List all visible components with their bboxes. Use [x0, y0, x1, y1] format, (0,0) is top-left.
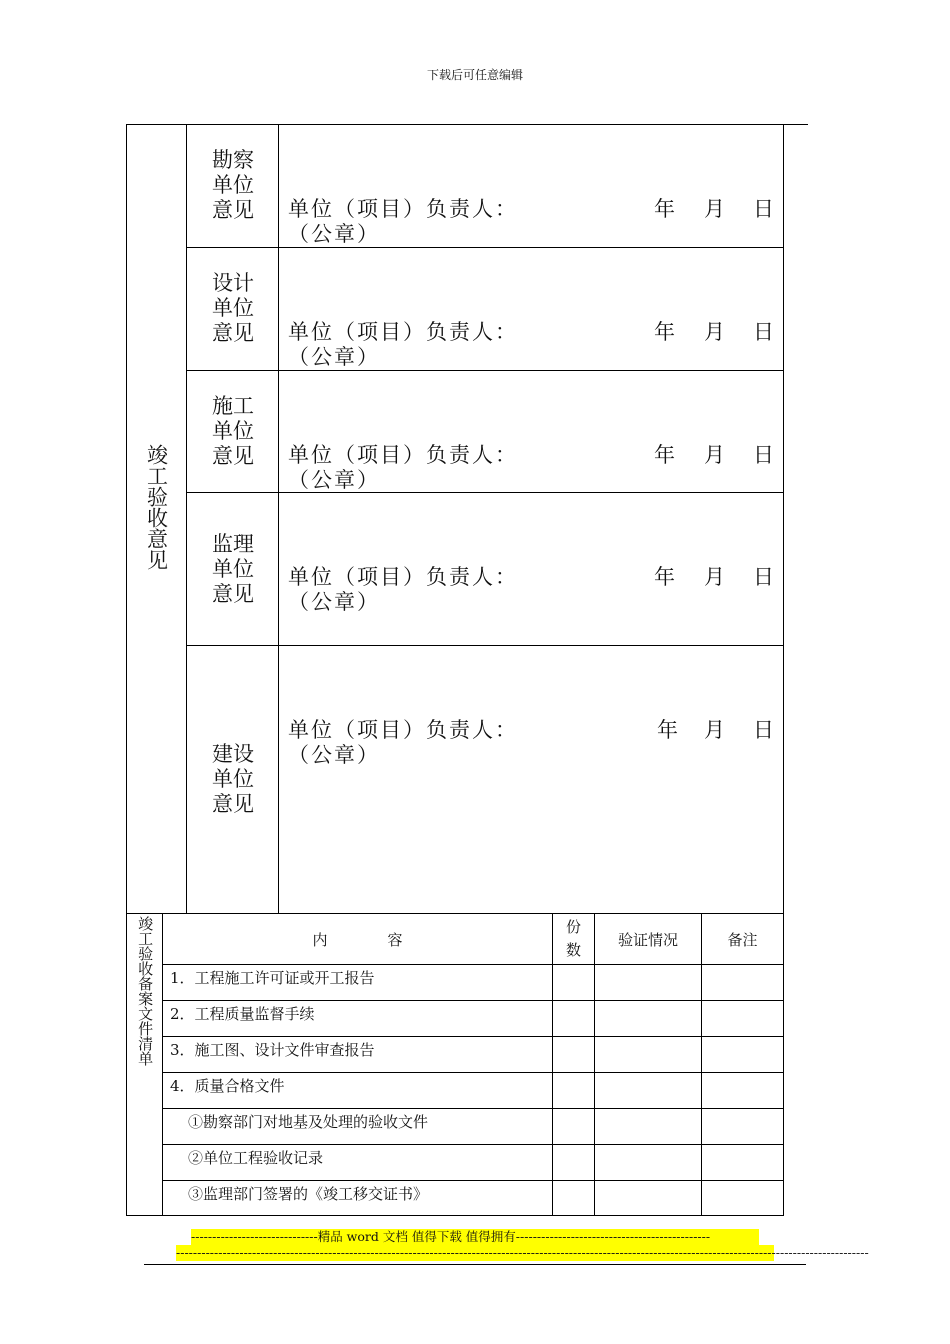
header-verify: 验证情况 [617, 930, 678, 949]
unit-label-line: 勘察 [212, 148, 254, 172]
files-row-divider [162, 1108, 784, 1109]
header-remark: 备注 [727, 930, 758, 949]
file-item: ①勘察部门对地基及处理的验收文件 [188, 1113, 429, 1131]
unit-label-supervision [190, 532, 276, 607]
footer-banner-line1: ------------------------------精品 word 文档 值得下载 值得拥有---------------------------------------------- [191, 1229, 759, 1245]
unit-label-design [190, 271, 276, 346]
date-month: 月 [704, 443, 727, 467]
unit-label-line: 意见 [212, 321, 254, 345]
unit-label-line: 意见 [212, 198, 254, 222]
unit-label-line: 意见 [212, 582, 254, 606]
signature-label: 单位（项目）负责人： [288, 718, 518, 742]
date-day: 日 [753, 565, 776, 589]
unit-label-line: 单位 [212, 173, 254, 197]
page-header-note: 下载后可任意编辑 [426, 68, 523, 82]
unit-label-owner [190, 742, 276, 817]
col-divider-2 [278, 124, 279, 913]
files-row-divider [162, 1144, 784, 1145]
row-divider-4 [186, 645, 784, 646]
date-year: 年 [654, 443, 677, 467]
unit-label-line: 意见 [212, 444, 254, 468]
date-year: 年 [657, 718, 680, 742]
file-item: 4．质量合格文件 [170, 1077, 285, 1095]
date-year: 年 [654, 197, 677, 221]
files-row-divider [162, 1000, 784, 1001]
files-row-divider [162, 1036, 784, 1037]
files-row-divider [162, 964, 784, 965]
signature-label: 单位（项目）负责人： [288, 197, 518, 221]
files-row-divider [162, 1180, 784, 1181]
table-top-border [126, 124, 808, 125]
signature-label: 单位（项目）负责人： [288, 443, 518, 467]
table-bottom-border [126, 1215, 784, 1216]
signature-label: 单位（项目）负责人： [288, 565, 518, 589]
file-item: ③监理部门签署的《竣工移交证书》 [188, 1185, 429, 1203]
file-item: 1．工程施工许可证或开工报告 [170, 969, 375, 987]
col-divider-1 [186, 124, 187, 913]
date-month: 月 [704, 320, 727, 344]
opinion-section-label [126, 444, 186, 570]
files-row-divider [162, 1072, 784, 1073]
unit-label-line: 设计 [212, 271, 254, 295]
unit-label-line: 施工 [212, 394, 254, 418]
file-item: 3．施工图、设计文件审查报告 [170, 1041, 375, 1059]
unit-label-line: 单位 [212, 419, 254, 443]
unit-label-survey [190, 148, 276, 223]
files-section-label-text: 竣工验收备案文件清单 [136, 916, 155, 1066]
date-year: 年 [654, 565, 677, 589]
footer-banner-line2: -------------------------------------------------------------------------------------------------------------------------------------------------------------------- [176, 1245, 869, 1260]
row-divider-3 [186, 492, 784, 493]
date-year: 年 [654, 320, 677, 344]
seal-label: （公章） [288, 468, 380, 492]
date-day: 日 [753, 443, 776, 467]
seal-label: （公章） [288, 222, 380, 246]
file-item: ②单位工程验收记录 [188, 1149, 324, 1167]
date-month: 月 [704, 565, 727, 589]
opinion-section-label-text: 竣工验收意见 [144, 444, 169, 570]
row-divider-1 [186, 247, 784, 248]
seal-label: （公章） [288, 590, 380, 614]
unit-label-line: 单位 [212, 296, 254, 320]
header-content: 内 容 [312, 930, 403, 949]
date-month: 月 [704, 718, 727, 742]
row-divider-2 [186, 370, 784, 371]
date-day: 日 [753, 320, 776, 344]
date-day: 日 [753, 718, 776, 742]
seal-label: （公章） [288, 345, 380, 369]
signature-label: 单位（项目）负责人： [288, 320, 518, 344]
unit-label-line: 单位 [212, 767, 254, 791]
table-right-border [783, 124, 784, 1216]
header-copies-line: 数 [565, 941, 581, 959]
header-copies [553, 916, 594, 962]
unit-label-line: 意见 [212, 792, 254, 816]
seal-label: （公章） [288, 743, 380, 767]
file-item: 2．工程质量监督手续 [170, 1005, 315, 1023]
date-day: 日 [753, 197, 776, 221]
unit-label-line: 建设 [212, 742, 254, 766]
header-copies-line: 份 [565, 918, 581, 936]
unit-label-construction [190, 394, 276, 469]
footer-rule [144, 1264, 806, 1265]
date-month: 月 [704, 197, 727, 221]
files-section-label [127, 916, 162, 1074]
unit-label-line: 单位 [212, 557, 254, 581]
unit-label-line: 监理 [212, 532, 254, 556]
